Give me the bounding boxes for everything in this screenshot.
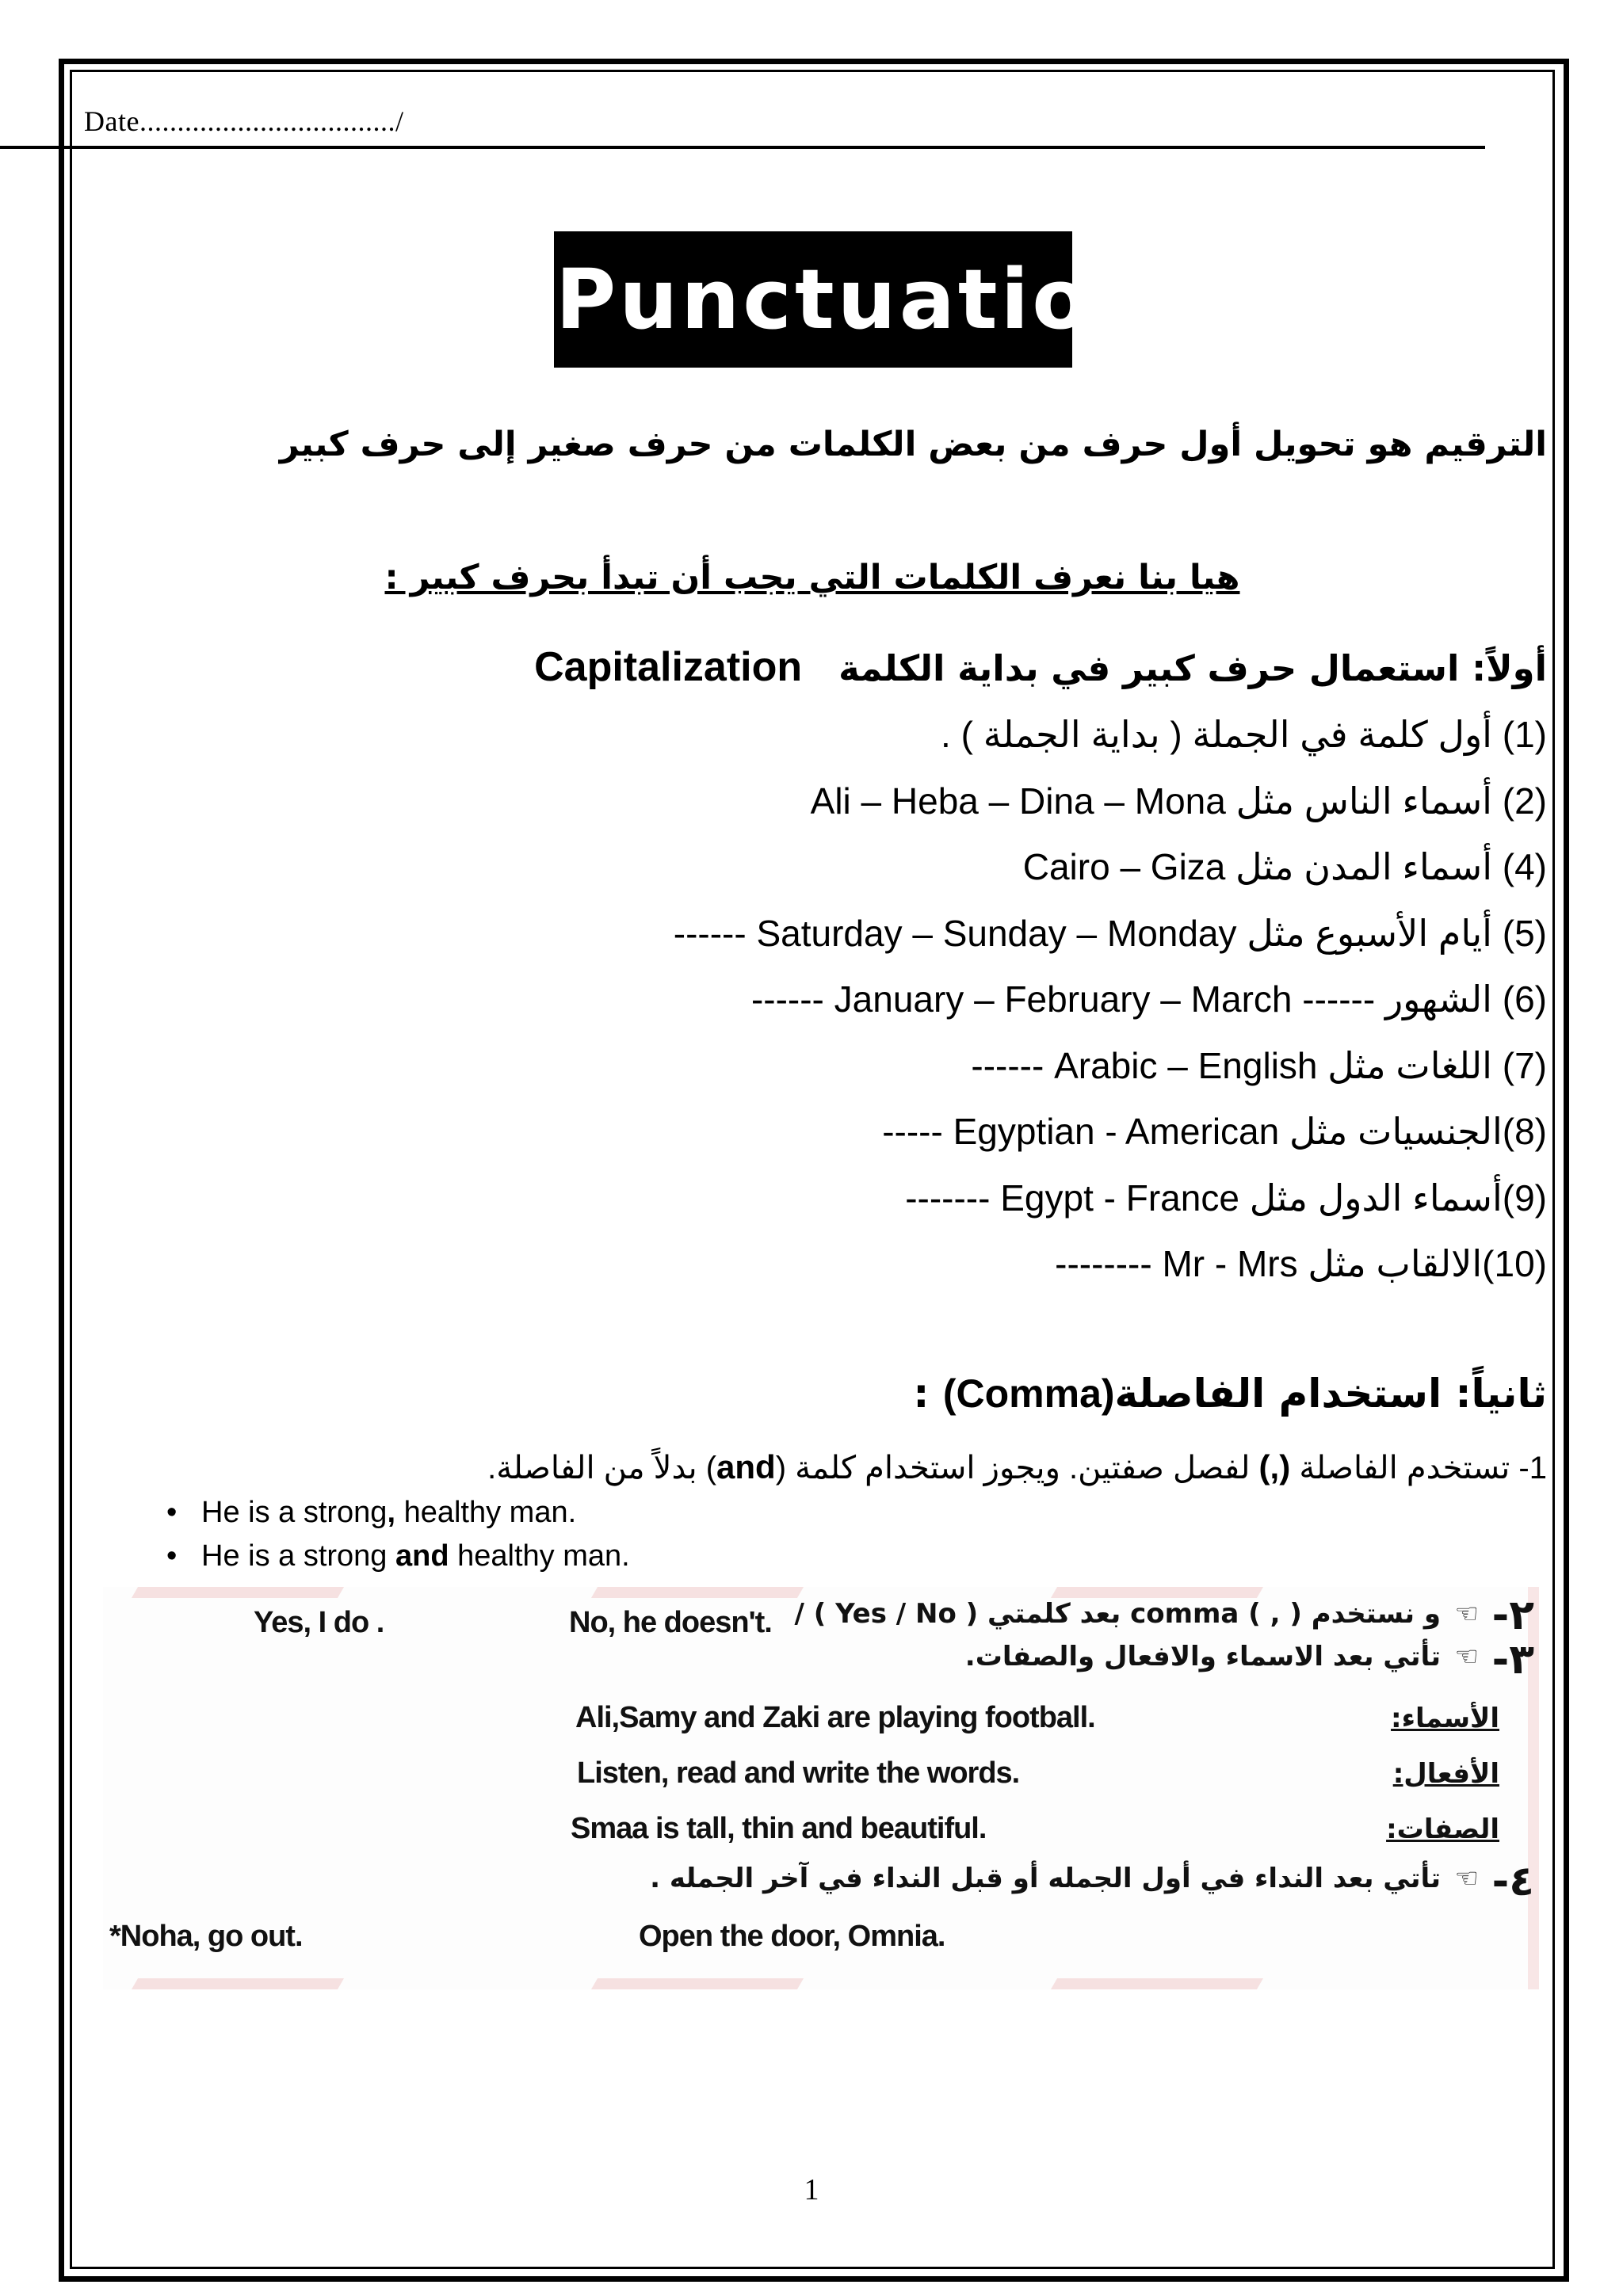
comma-rule-text: لفصل صفتين. ويجوز استخدام كلمة (: [775, 1451, 1251, 1486]
list-item: [166, 1539, 630, 1583]
rule-example-en: ------ January – February – March ------: [750, 978, 1376, 1020]
panel-decoration: [1051, 1978, 1263, 1989]
item-number-3: -٣: [1491, 1636, 1534, 1684]
rule-text-ar: أسماء الدول مثل: [1249, 1177, 1503, 1219]
rule-text-ar: أول كلمة في الجملة ( بداية الجملة ) .: [941, 714, 1492, 755]
example-text: healthy man.: [449, 1539, 630, 1573]
rule-number: (4): [1502, 846, 1547, 887]
nouns-verbs-adjectives-rule: تأتي بعد الاسماء والافعال والصفات.: [964, 1641, 1441, 1672]
list-item: [166, 1496, 630, 1539]
comma-rule-text: تستخدم الفاصلة: [1299, 1451, 1510, 1486]
example-emphasis: and: [395, 1539, 449, 1573]
panel-decoration: [132, 1587, 344, 1598]
rule-text-ar: الجنسيات مثل: [1289, 1111, 1503, 1152]
yes-no-rule: و نستخدم ( , ) comma بعد كلمتي ( Yes / No ) /: [794, 1598, 1441, 1630]
rule-example-en: Cairo – Giza: [1022, 846, 1226, 887]
item-number-4: -٤: [1491, 1858, 1534, 1905]
adjectives-label: الصفات:: [1386, 1814, 1499, 1845]
rule-text-ar: أيام الأسبوع مثل: [1247, 912, 1492, 954]
panel-decoration: [132, 1978, 344, 1989]
section-2-heading: [913, 1371, 1547, 1417]
section-1-heading: [534, 643, 1547, 691]
rule-number: (5): [1502, 912, 1547, 954]
list-item: [279, 845, 1547, 912]
date-field: Date................................../: [84, 105, 404, 137]
rule-example-en: Ali – Heba – Dina – Mona: [810, 780, 1226, 822]
list-item: [279, 780, 1547, 846]
section-1-heading-ar: أولاً: استعمال حرف كبير في بداية الكلمة: [838, 647, 1547, 689]
vocative-rule: تأتي بعد النداء في أول الجمله أو قبل النداء في آخر الجمله .: [650, 1863, 1441, 1894]
list-item: [279, 978, 1547, 1044]
rule-number: (2): [1502, 780, 1547, 822]
rule-number: (1): [1502, 714, 1547, 755]
nouns-example: Ali,Samy and Zaki are playing football.: [575, 1701, 1095, 1734]
rule-example-en: ------ Arabic – English: [971, 1044, 1318, 1086]
panel-decoration: [591, 1587, 804, 1598]
section-1-heading-en: Capitalization: [534, 644, 803, 690]
adjectives-example: Smaa is tall, thin and beautiful.: [571, 1812, 987, 1845]
capitalization-rules-list: [279, 713, 1547, 1309]
example-emphasis: ,: [387, 1496, 396, 1529]
comma-examples-list: [166, 1496, 630, 1583]
list-item: [279, 912, 1547, 978]
pointing-hand-icon: ☜: [1454, 1863, 1479, 1894]
comma-uses-panel: [103, 1587, 1534, 1989]
rule-text-ar: الالقاب مثل: [1308, 1243, 1483, 1284]
pointing-hand-icon: ☜: [1454, 1642, 1479, 1672]
comma-rule-1: [487, 1448, 1547, 1486]
example-text: He is a strong: [201, 1496, 388, 1529]
list-item: [279, 713, 1547, 780]
section-2-heading-en: (Comma): [942, 1371, 1115, 1416]
panel-decoration: [1051, 1587, 1263, 1598]
rule-example-en: ------ Saturday – Sunday – Monday: [673, 912, 1237, 954]
rule-text-ar: اللغات مثل: [1327, 1044, 1492, 1086]
list-item: [279, 1044, 1547, 1111]
and-word: and: [716, 1448, 776, 1486]
rule-number: (6): [1502, 978, 1547, 1020]
list-item: [279, 1110, 1547, 1177]
intro-heading: هيا بنا نعرف الكلمات التي يجب أن تبدأ بحرف كبير :: [384, 558, 1240, 597]
page-title: Punctuation: [556, 251, 1154, 348]
example-text: healthy man.: [395, 1496, 577, 1529]
list-item: [279, 1242, 1547, 1309]
rule-text-ar: أسماء المدن مثل: [1235, 846, 1492, 887]
rule-number: (9): [1502, 1177, 1547, 1219]
comma-rule-number: 1-: [1518, 1451, 1547, 1486]
yes-example: Yes, I do .: [254, 1606, 384, 1639]
pointing-hand-icon: ☜: [1454, 1599, 1479, 1629]
vocative-example-2: Open the door, Omnia.: [639, 1920, 945, 1953]
rule-number: (7): [1502, 1044, 1547, 1086]
rule-number: (8): [1502, 1111, 1547, 1152]
section-2-heading-ar: ثانياً: استخدام الفاصلة: [1114, 1371, 1547, 1417]
comma-mark: (,): [1258, 1448, 1291, 1486]
no-example: No, he doesn't.: [569, 1606, 772, 1639]
rule-example-en: -------- Mr - Mrs: [1055, 1243, 1298, 1284]
rule-example-en: ----- Egyptian - American: [882, 1111, 1280, 1152]
header-rule: [0, 146, 1485, 149]
comma-rule-text: ) بدلاً من الفاصلة.: [487, 1451, 717, 1486]
rule-example-en: ------- Egypt - France: [905, 1177, 1239, 1219]
example-text: He is a strong: [201, 1539, 395, 1573]
vocative-example-1: *Noha, go out.: [109, 1920, 303, 1953]
rule-number: (10): [1482, 1243, 1547, 1284]
verbs-example: Listen, read and write the words.: [577, 1756, 1020, 1790]
list-item: [279, 1177, 1547, 1243]
nouns-label: الأسماء:: [1391, 1703, 1499, 1734]
definition-text: الترقيم هو تحويل أول حرف من بعض الكلمات من حرف صغير إلى حرف كبير: [279, 425, 1547, 464]
rule-text-ar: الشهور: [1384, 978, 1492, 1020]
verbs-label: الأفعال:: [1392, 1758, 1499, 1790]
item-number-2: -٢: [1491, 1592, 1534, 1639]
section-2-colon: :: [913, 1371, 930, 1417]
page-number: 1: [804, 2173, 819, 2206]
rule-text-ar: أسماء الناس مثل: [1235, 780, 1492, 822]
panel-decoration: [591, 1978, 804, 1989]
